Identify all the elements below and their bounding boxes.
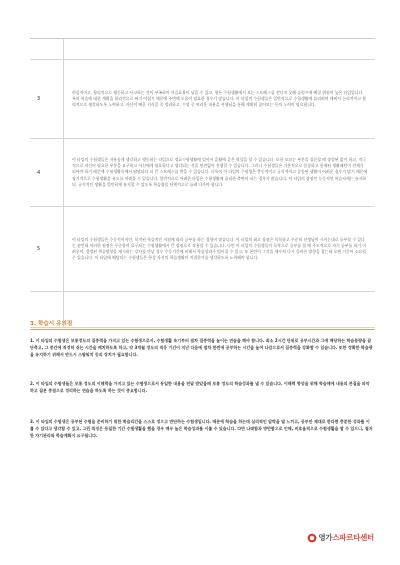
table-row (30, 60, 375, 139)
row-number: 3 (30, 60, 64, 138)
logo-main: 스파르타센터 (332, 533, 374, 542)
row-description: 이 타입의 수험생들은 수동적이지만, 목적된 학습적인 지점에 따라 공부를 하는 경향이 많습니다. 이 타입의 최고 장점은 목목하고 꾸준히 선생님이 시키는대로 공부할 수 있다는 점인데 이러한 점점은 꾸준함이 요구되는 수험생활에서 큰 장점으로 작용할 수 있습니다. 다만 이 타입의 수험생들이 독학으로 공부를 할 때 주도적으로 자기 공부를 하기 어려우며, 결정된 학습방향을 제시하는 강사를 만날 경우 수동기간에 비해서 학습성과가 떨어질 수 있고, 또 본인이 그것을 깨우쳐 다시 올바른 방향을 잡는데 오랜 기간이 소요될 수 있습니다. 이 타입에 해당되는 수험생들은 항상 자신의 학습생활이 적절한가를 생각하도록 노력해야 합니다. (72, 236, 366, 261)
table-row (30, 39, 375, 60)
table-row (30, 139, 375, 207)
guideline-paragraph-1: 1. 이 타입의 수험생은 보통정도의 집중력을 가지고 있는 수험생으로서, 수험생활 초기부터 점차 집중력을 높이는 연습을 해야 합니다. 최소 2시간 단위로 공부시간과 그에 해당하는 학습분량을 잘 단축고, 그 중간에 적정히 쉬는 시간을 배치하도록 하고, 약 3개월 정도의 적응 기간이 지난 다음에 점차 한번에 공부하는 시간을 높여 나감으로서 집중력을 강화할 수 있습니다. 또한 정확한 학습량을 유지하기 위해서 반드시 스탑워치 등의 장치가 필요합니다. (30, 338, 373, 357)
section-title: 3. 학습시 유의점 (30, 321, 73, 327)
row-description: 현실적이고, 합리적으로 행동하고 사고하는 것이 부족하며 학습효율이 낮을 수 있고, 험든 수험생활에서 오는 스트레스를 견디지 못해 슬럼프에 빠질 위험이 높은 타입입니다. 특히 학습에 대한 계획을 합리적으로 짜기 어렵기 때문에 주변에 도움이 필요한 경우가 많습니다. 이 타입의 수험생들은 일반적으로 수험생활에 몰리려며 애써서 논리적이고 합리적으로 생각하도록 노력하고, 자신이 배운 지식을 꼭 정리하고, 수업 중 여러운 내용을 선생님을 통해 계획히 질어보는 등의 노력이 필요합니다. (72, 89, 367, 108)
row-number (30, 39, 64, 59)
table-row (30, 207, 375, 292)
row-description (64, 292, 375, 327)
logo-prefix: 영가 (318, 533, 333, 542)
logo-mark-icon (307, 533, 317, 543)
row-number: 5 (30, 207, 64, 291)
section-divider (30, 329, 375, 330)
type-description-table (30, 38, 375, 328)
row-description: 이 타입의 수험생들은 자유롭게 생각하고 행동하는 타입으로 정료수험생활에 있어서 훈활에 같은 역할을 할 수 있습니다. 또한 모르는 부분을 질문할 때 창설된 없이 하고, 적극적으로 자신이 필요한 부분을 요구하고 자신에게 필요하다고 생각되는 것을 연견없이 진행할 수 있습니다. 그러나 수험생들은 기본적으로 꼼꼼하고 통제된 생활패턴이 견제가 되어야 하기 때문에 수험생활속에서 답답되다 더 큰 스트레스를 받을 수 있습니다. 더욱이 이 타입의 수험생은 충동적이고 규칙적이고 꼼꼼된 생활이 어려운 경우가 많기 때문에 장기적으로 수험생활을 유도를 어려울 수 있습니다. 일반적으로 어려한 타입은 수험생활에 꿈리한 측면이 되는 경우가 많습니다. 이 타입의 장점인 능동적인 학습자세는 유지하되, 규칙적인 생활을 엄만하게 유지할 수 있도록 학습량을 단계적으로 늘려 나가야 합니다. (72, 157, 368, 187)
logo-text (318, 532, 374, 543)
guideline-paragraph-2: 2. 이 타입의 수험생들은 보통 정도의 이해력을 가지고 있는 수험생으로서 동일한 내용을 전달 받았을때 보통 정도의 학습성과를 낼 수 있습니다. 이해력 향상을 위해 학습매에 내용의 본질을 파악하고 질문 중점으로 정리하는 연습을 하도록 하는 것이 중요합니다. (30, 381, 370, 393)
brand-logo (307, 532, 374, 543)
guideline-paragraph-3: 3. 이 타입의 수험생은 공부된 수험을 준비하기 위한 학습리간을 스스로 정으고 반단하는 수험생입니다. 때문에 학습을 하는데 심리적인 압박을 덜 느끼고, 공부만 제대로 한다면 충분한 성과를 이룰 수 있다고 생각할 수 있고, 그런 특징은 동일한 기간 수험생활을 했을 경우 매우 높은 학습성과를 이룰 수 있습니다. 다만 나태함과 방만함으로 인해, 비효율적으로 수험생활을 할 수 있으니, 철저한 자기관리와 학습계획이 요구됩니다. (30, 419, 373, 438)
table-row (30, 292, 375, 328)
row-number: 4 (30, 139, 64, 206)
row-description (64, 39, 375, 59)
